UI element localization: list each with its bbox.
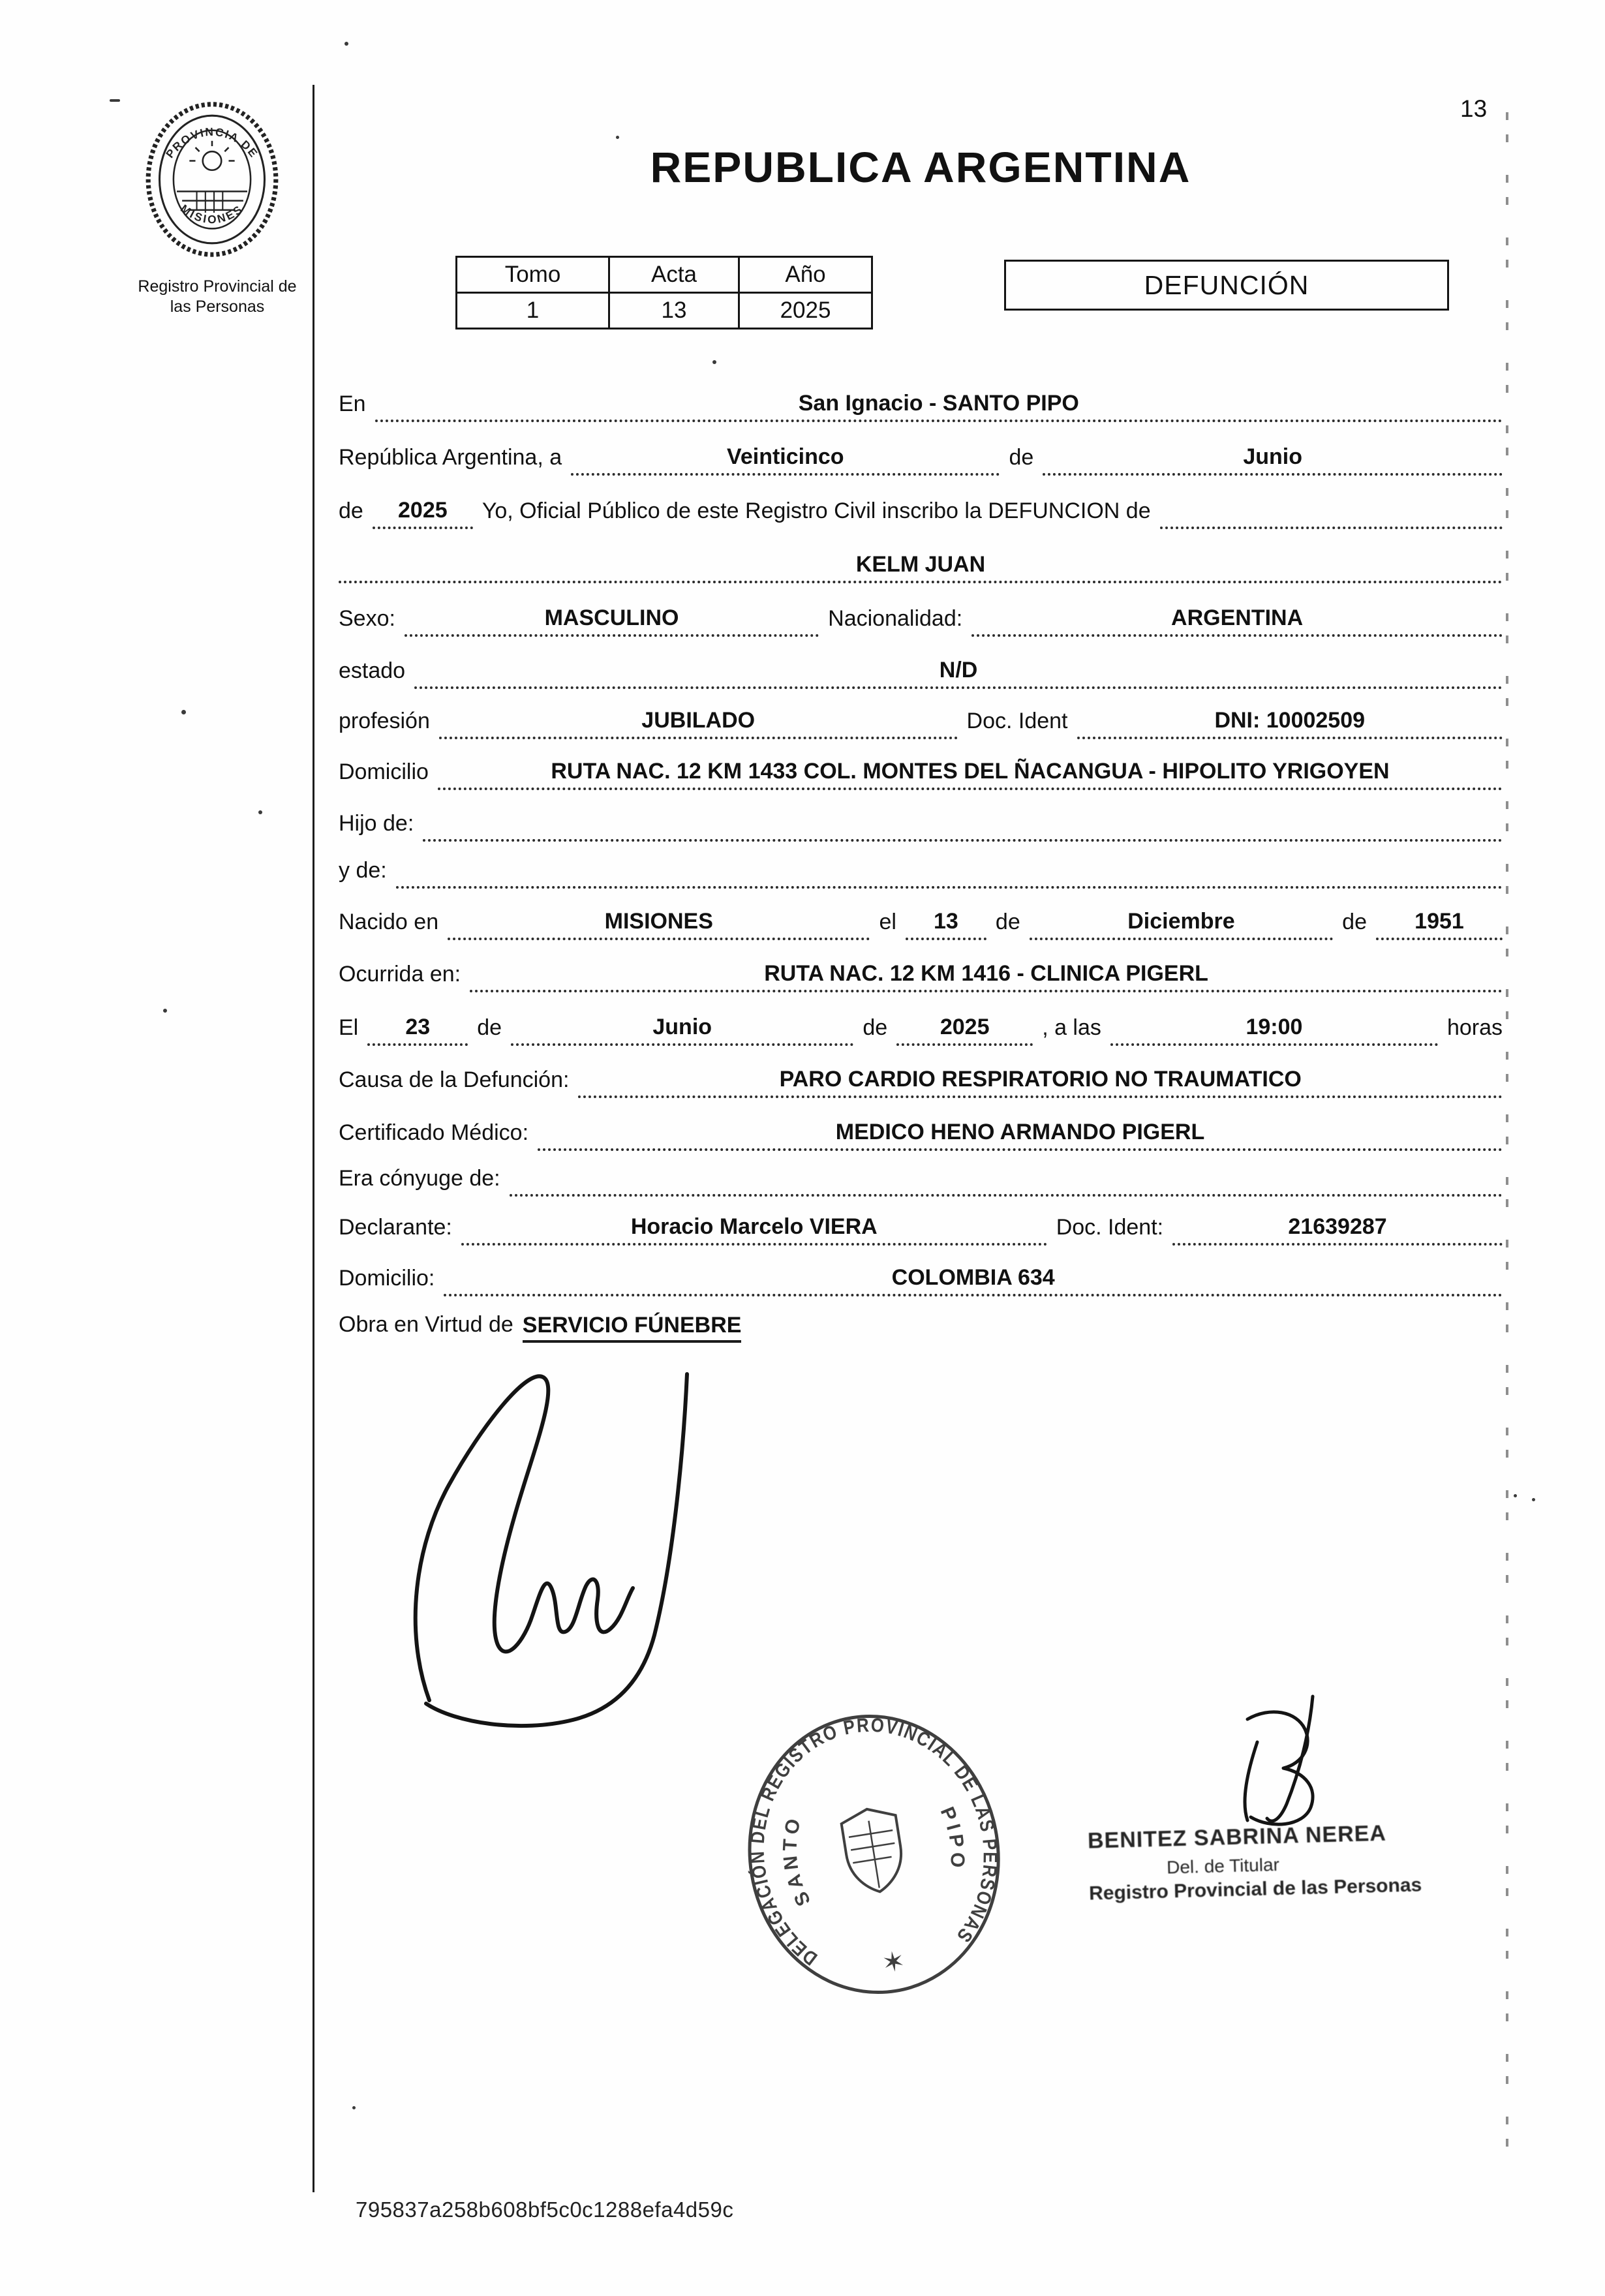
officer-statement-label: Yo, Oficial Público de este Registro Civil inscribo la DEFUNCION de xyxy=(482,498,1151,523)
death-cause-value: PARO CARDIO RESPIRATORIO NO TRAUMATICO xyxy=(578,1065,1503,1098)
registration-place-label: En xyxy=(339,391,366,416)
left-margin-rule xyxy=(313,85,314,2192)
scan-speck xyxy=(1532,1498,1535,1501)
seal-caption xyxy=(110,277,325,317)
registration-month-value: Junio xyxy=(1043,442,1503,476)
record-table-value-anio: 2025 xyxy=(739,293,872,329)
death-month-value: Junio xyxy=(511,1013,853,1046)
sex-value: MASCULINO xyxy=(405,604,819,637)
death-alas-label: , a las xyxy=(1042,1015,1101,1040)
father-label: Hijo de: xyxy=(339,811,414,836)
scan-speck xyxy=(181,710,186,714)
field-death-place xyxy=(339,959,1503,992)
field-birth xyxy=(339,907,1503,940)
doc-ident-label: Doc. Ident xyxy=(966,709,1068,733)
officer-signature xyxy=(390,1348,742,1743)
death-de2-label: de xyxy=(863,1015,888,1040)
death-de1-label: de xyxy=(477,1015,502,1040)
registration-date-label: República Argentina, a xyxy=(339,445,562,470)
declarant-domicile-label: Domicilio: xyxy=(339,1266,435,1291)
record-table-value-acta: 13 xyxy=(609,293,739,329)
delegation-round-stamp xyxy=(723,1692,1026,2019)
delegation-stamp-star: ✶ xyxy=(879,1944,908,1979)
record-table-value-row xyxy=(457,293,872,329)
provincial-seal xyxy=(142,99,282,263)
birth-de2-label: de xyxy=(1342,910,1367,934)
registrar-role: Del. de Titular xyxy=(1166,1854,1280,1878)
nationality-value: ARGENTINA xyxy=(971,604,1503,637)
scan-speck xyxy=(712,360,716,364)
officer-signature-strokes xyxy=(390,1348,742,1739)
field-spouse xyxy=(339,1164,1503,1197)
seal-ring-top-text: PROVINCIA DE xyxy=(163,125,261,161)
scan-speck xyxy=(163,1009,167,1013)
mother-value-line xyxy=(396,863,1503,889)
sex-label: Sexo: xyxy=(339,606,395,631)
registration-year-value: 2025 xyxy=(373,496,473,529)
svg-text:PIPO xyxy=(935,1803,971,1875)
field-domicile xyxy=(339,757,1503,790)
seal-caption-line2: las Personas xyxy=(170,298,265,316)
spouse-value-line xyxy=(510,1171,1503,1197)
field-registration-year xyxy=(339,496,1503,529)
birth-month-value: Diciembre xyxy=(1030,907,1333,940)
record-table-header-anio: Año xyxy=(739,257,872,293)
page-title: REPUBLICA ARGENTINA xyxy=(650,143,1191,191)
declarant-name-value: Horacio Marcelo VIERA xyxy=(461,1212,1047,1246)
delegation-stamp-santo-text: SANTO xyxy=(779,1813,816,1910)
declarant-label: Declarante: xyxy=(339,1215,452,1240)
death-place-value: RUTA NAC. 12 KM 1416 - CLINICA PIGERL xyxy=(470,959,1503,992)
registration-de-label: de xyxy=(1009,445,1034,470)
civil-status-value: N/D xyxy=(414,656,1503,689)
document-hash: 795837a258b608bf5c0c1288efa4d59c xyxy=(356,2197,734,2222)
nationality-label: Nacionalidad: xyxy=(828,606,963,631)
birth-year-value: 1951 xyxy=(1376,907,1503,940)
registration-place-value: San Ignacio - SANTO PIPO xyxy=(375,389,1503,422)
scan-speck xyxy=(344,42,348,46)
death-time-value: 19:00 xyxy=(1110,1013,1438,1046)
field-profession-document xyxy=(339,706,1503,739)
record-table-header-row xyxy=(457,257,872,293)
field-declarant xyxy=(339,1212,1503,1246)
page-number: 13 xyxy=(1460,95,1488,122)
birth-el-label: el xyxy=(879,910,896,934)
medical-certificate-value: MEDICO HENO ARMANDO PIGERL xyxy=(538,1118,1503,1151)
registrar-name: BENITEZ SABRINA NEREA xyxy=(1087,1820,1387,1854)
father-value-line xyxy=(423,816,1503,842)
field-registration-date xyxy=(339,442,1503,476)
act-type-label: DEFUNCIÓN xyxy=(1144,269,1309,300)
registration-day-value: Veinticinco xyxy=(571,442,1000,476)
death-day-value: 23 xyxy=(367,1013,468,1046)
registrar-office: Registro Provincial de las Personas xyxy=(1088,1874,1422,1905)
field-medical-certificate xyxy=(339,1118,1503,1151)
scan-speck xyxy=(616,136,619,139)
field-acting-by-virtue xyxy=(339,1310,1503,1343)
seal-ring-bottom-text: MISIONES xyxy=(178,202,246,226)
deceased-name-value: KELM JUAN xyxy=(339,550,1503,583)
delegation-stamp-graphic xyxy=(723,1692,1026,2016)
act-type-box xyxy=(1004,260,1449,311)
death-el-label: El xyxy=(339,1015,359,1040)
record-table xyxy=(455,256,873,329)
acting-by-virtue-label: Obra en Virtud de xyxy=(339,1312,513,1337)
domicile-label: Domicilio xyxy=(339,759,429,784)
field-death-date xyxy=(339,1013,1503,1046)
record-table-header-tomo: Tomo xyxy=(457,257,609,293)
field-sex-nationality xyxy=(339,604,1503,637)
svg-text:MISIONES xyxy=(178,202,246,226)
delegation-stamp-crest xyxy=(840,1805,907,1896)
delegation-stamp-ring-text: DELEGACIÓN DEL REGISTRO PROVINCIAL DE LAS PERSONAS xyxy=(746,1714,1001,1970)
field-deceased-name xyxy=(339,550,1503,583)
field-registration-place xyxy=(339,389,1503,422)
right-fold-dashes xyxy=(1506,112,1508,2167)
declarant-doc-value: 21639287 xyxy=(1172,1212,1503,1246)
profession-label: profesión xyxy=(339,709,430,733)
scan-speck xyxy=(1514,1494,1517,1497)
scan-speck xyxy=(110,99,120,102)
declarant-doc-label: Doc. Ident: xyxy=(1056,1215,1164,1240)
death-year-value: 2025 xyxy=(896,1013,1033,1046)
field-death-cause xyxy=(339,1065,1503,1098)
acting-by-virtue-value: SERVICIO FÚNEBRE xyxy=(523,1311,742,1343)
field-declarant-domicile xyxy=(339,1263,1503,1296)
field-father xyxy=(339,809,1503,842)
born-in-label: Nacido en xyxy=(339,910,439,934)
medical-certificate-label: Certificado Médico: xyxy=(339,1120,529,1145)
field-mother xyxy=(339,856,1503,889)
record-table-value-tomo: 1 xyxy=(457,293,609,329)
civil-status-label: estado xyxy=(339,658,406,683)
scan-speck xyxy=(258,810,262,814)
scan-speck xyxy=(352,2106,356,2109)
record-table-header-acta: Acta xyxy=(609,257,739,293)
doc-ident-value: DNI: 10002509 xyxy=(1077,706,1503,739)
death-place-label: Ocurrida en: xyxy=(339,962,461,987)
death-horas-label: horas xyxy=(1446,1015,1503,1040)
domicile-value: RUTA NAC. 12 KM 1433 COL. MONTES DEL ÑACANGUA - HIPOLITO YRIGOYEN xyxy=(438,757,1503,790)
registration-year-de-label: de xyxy=(339,498,363,523)
birth-de1-label: de xyxy=(995,910,1020,934)
declarant-domicile-value: COLOMBIA 634 xyxy=(444,1263,1503,1296)
delegation-stamp-pipo-text: PIPO xyxy=(936,1803,969,1873)
svg-text:SANTO xyxy=(772,1810,820,1911)
mother-label: y de: xyxy=(339,858,387,883)
field-civil-status xyxy=(339,656,1503,689)
death-cause-label: Causa de la Defunción: xyxy=(339,1067,570,1092)
registrar-name-stamp xyxy=(1088,1820,1422,1905)
profession-value: JUBILADO xyxy=(439,706,958,739)
officer-statement-trailing-line xyxy=(1160,503,1503,529)
spouse-label: Era cónyuge de: xyxy=(339,1166,500,1191)
birth-day-value: 13 xyxy=(906,907,986,940)
birth-place-value: MISIONES xyxy=(448,907,870,940)
provincial-seal-emblem xyxy=(142,99,282,260)
seal-caption-line1: Registro Provincial de xyxy=(138,277,297,296)
